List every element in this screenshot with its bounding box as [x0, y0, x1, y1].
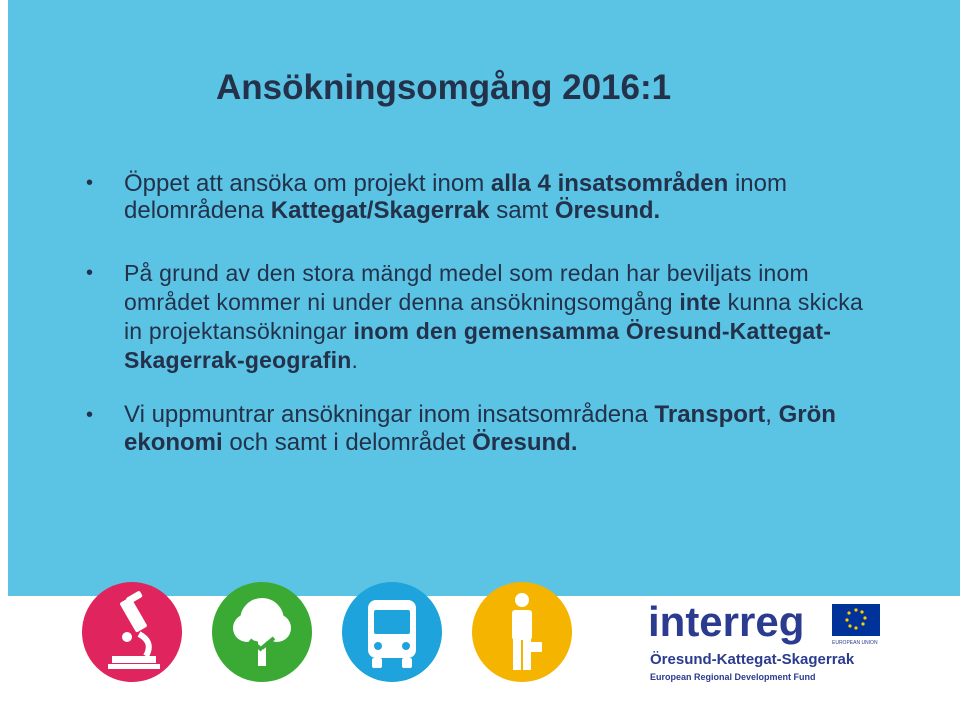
slide-content-area — [8, 0, 960, 596]
bullet-item-restriction — [86, 259, 886, 375]
bullet-text: och samt i delområdet — [222, 429, 473, 456]
bullet-text: På grund av den stora mängd medel som redan har beviljats inom området kommer ni under denna ansökningsomgång — [124, 260, 809, 315]
bullet-list — [86, 170, 886, 457]
bullet-strong-text: Öresund. — [472, 429, 578, 456]
bullet-strong-text: Öresund. — [554, 197, 661, 224]
thematic-icons-row — [0, 578, 600, 698]
tree-icon — [212, 582, 312, 682]
bullet-strong-text: Kattegat/Skagerrak — [270, 197, 490, 224]
bullet-item-encouragement — [86, 401, 886, 457]
bullet-text: Vi uppmuntrar ansökningar inom insatsområdena — [124, 401, 655, 428]
slide-title: Ansökningsomgång 2016:1 — [216, 68, 672, 107]
bullet-strong-text: Transport — [654, 401, 766, 428]
bullet-strong-text: inte — [679, 289, 722, 315]
bullet-text: , — [765, 401, 779, 428]
bullet-strong-text: inom den gemensamma Öresund-Kattegat-Skagerrak-geografin — [124, 318, 832, 373]
logo-region-text: Öresund-Kattegat-Skagerrak — [650, 651, 855, 668]
bullet-text: . — [351, 347, 359, 373]
bullet-text: kunna skicka in projektansökningar — [124, 289, 863, 344]
microscope-icon — [82, 582, 182, 682]
bullet-text: Öppet att ansöka om projekt inom — [124, 170, 491, 197]
logo-brand-text: interreg — [648, 598, 805, 645]
bullet-text: inom delområdena — [124, 170, 787, 224]
logo-fund-text: European Regional Development Fund — [650, 672, 816, 682]
bullet-strong-text: alla 4 insatsområden — [490, 170, 729, 197]
bus-icon — [342, 582, 442, 682]
bullet-strong-text: Grön ekonomi — [124, 401, 836, 456]
interreg-logo — [648, 598, 898, 698]
businessman-icon — [472, 582, 572, 682]
eu-label: EUROPEAN UNION — [832, 640, 878, 646]
bullet-item-open-application — [86, 170, 886, 224]
bullet-text: samt — [489, 197, 555, 224]
